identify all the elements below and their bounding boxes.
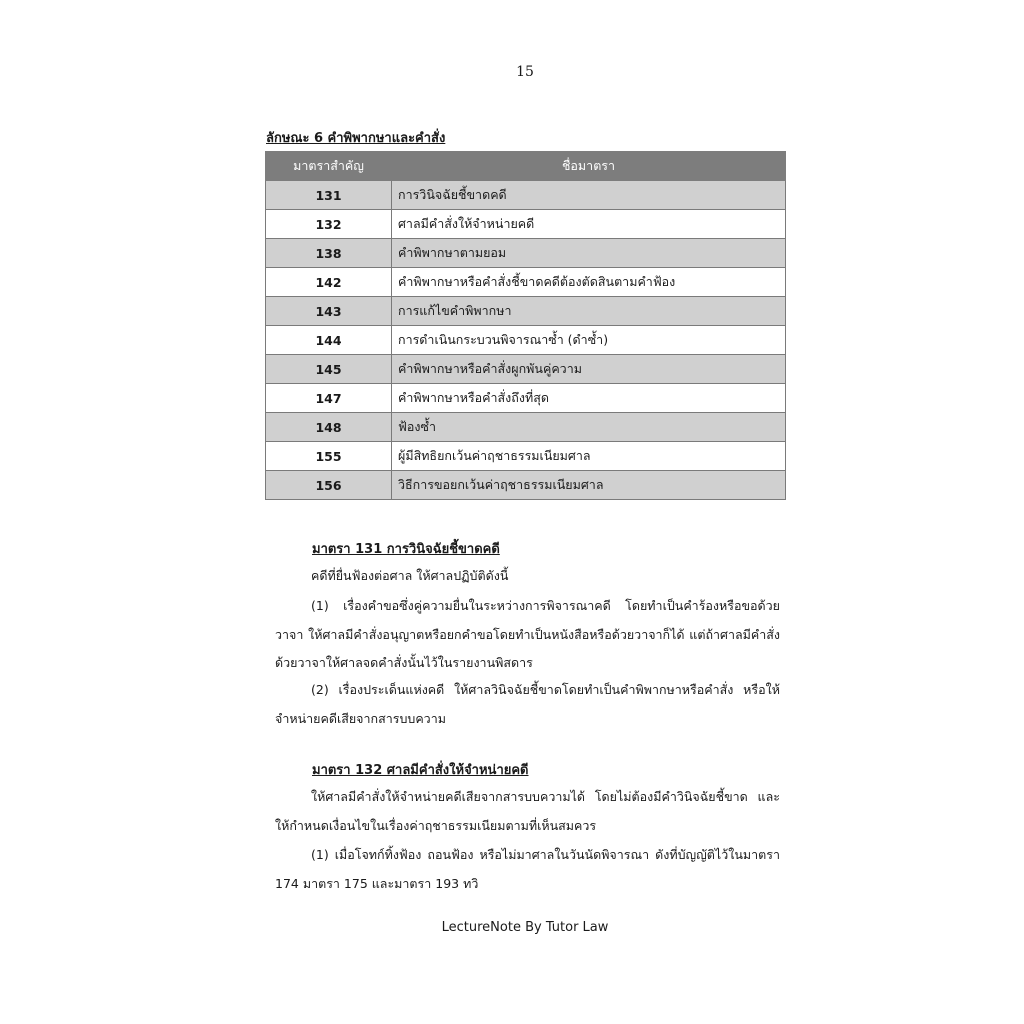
section-number: 142 <box>266 268 392 297</box>
section-132-intro: ให้ศาลมีคำสั่งให้จำหน่ายคดีเสียจากสารบบความได้ โดยไม่ต้องมีคำวินิจฉัยชี้ขาด และให้กำหนดเงื่อนไขในเรื่องค่าฤชาธรรมเนียมตามที่เห็นสมควร <box>275 789 780 833</box>
section-number: 132 <box>266 210 392 239</box>
section-number: 138 <box>266 239 392 268</box>
section-name: วิธีการขอยกเว้นค่าฤชาธรรมเนียมศาล <box>392 471 786 500</box>
table-row <box>266 413 786 442</box>
section-131-intro: คดีที่ยื่นฟ้องต่อศาล ให้ศาลปฏิบัติดังนี้ <box>311 568 509 583</box>
section-name: คำพิพากษาหรือคำสั่งชี้ขาดคดีต้องตัดสินตามคำฟ้อง <box>392 268 786 297</box>
section-number: 155 <box>266 442 392 471</box>
table-row <box>266 326 786 355</box>
section-131-item-1: (1) เรื่องคำขอซึ่งคู่ความยื่นในระหว่างการพิจารณาคดี โดยทำเป็นคำร้องหรือขอด้วยวาจา ให้ศาลมีคำสั่งอนุญาตหรือยกคำขอโดยทำเป็นหนังสือหรือด้วยวาจาก็ได้ แต่ถ้าศาลมีคำสั่งด้วยวาจาให้ศาลจดคำสั่งนั้นไว้ในรายงานพิสดาร <box>275 598 780 670</box>
section-number: 144 <box>266 326 392 355</box>
table-row <box>266 471 786 500</box>
section-name: การวินิจฉัยชี้ขาดคดี <box>392 181 786 210</box>
table-row <box>266 442 786 471</box>
table-caption: ลักษณะ 6 คำพิพากษาและคำสั่ง <box>266 131 446 146</box>
table-header-row <box>266 152 786 181</box>
section-number: 156 <box>266 471 392 500</box>
table-row <box>266 384 786 413</box>
section-number: 131 <box>266 181 392 210</box>
section-132-item-1: (1) เมื่อโจทก์ทิ้งฟ้อง ถอนฟ้อง หรือไม่มาศาลในวันนัดพิจารณา ดังที่บัญญัติไว้ในมาตรา 174 มาตรา 175 และมาตรา 193 ทวิ <box>275 847 780 891</box>
page-number: 15 <box>516 64 534 80</box>
table-row <box>266 268 786 297</box>
header-section-number: มาตราสำคัญ <box>266 152 392 181</box>
table-row <box>266 355 786 384</box>
section-name: คำพิพากษาตามยอม <box>392 239 786 268</box>
section-number: 143 <box>266 297 392 326</box>
table-row <box>266 210 786 239</box>
section-131-heading: มาตรา 131 การวินิจฉัยชี้ขาดคดี <box>312 542 500 557</box>
section-132-heading: มาตรา 132 ศาลมีคำสั่งให้จำหน่ายคดี <box>312 763 529 778</box>
section-number: 147 <box>266 384 392 413</box>
section-name: การดำเนินกระบวนพิจารณาซ้ำ (ดำซ้ำ) <box>392 326 786 355</box>
section-name: คำพิพากษาหรือคำสั่งถึงที่สุด <box>392 384 786 413</box>
section-number: 145 <box>266 355 392 384</box>
table-row <box>266 239 786 268</box>
section-131-item-2: (2) เรื่องประเด็นแห่งคดี ให้ศาลวินิจฉัยชี้ขาดโดยทำเป็นคำพิพากษาหรือคำสั่ง หรือให้จำหน่ายคดีเสียจากสารบบความ <box>275 682 780 726</box>
section-name: ผู้มีสิทธิยกเว้นค่าฤชาธรรมเนียมศาล <box>392 442 786 471</box>
table-row <box>266 181 786 210</box>
section-name: ฟ้องซ้ำ <box>392 413 786 442</box>
header-section-name: ชื่อมาตรา <box>392 152 786 181</box>
sections-table <box>265 151 786 500</box>
section-number: 148 <box>266 413 392 442</box>
section-name: คำพิพากษาหรือคำสั่งผูกพันคู่ความ <box>392 355 786 384</box>
footer: LectureNote By Tutor Law <box>441 920 609 935</box>
section-name: การแก้ไขคำพิพากษา <box>392 297 786 326</box>
table-row <box>266 297 786 326</box>
section-name: ศาลมีคำสั่งให้จำหน่ายคดี <box>392 210 786 239</box>
